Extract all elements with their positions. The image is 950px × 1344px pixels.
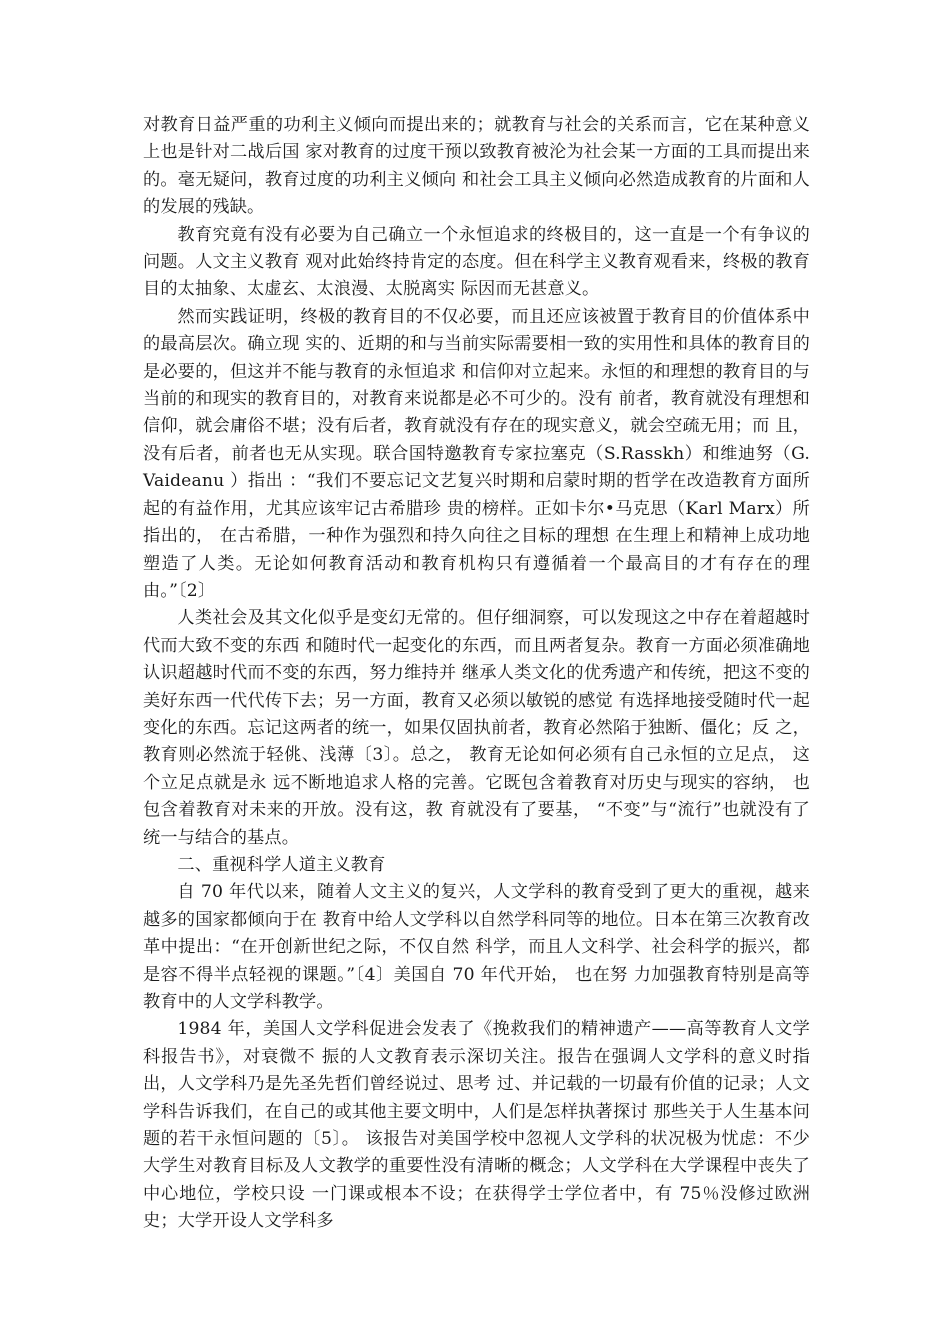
paragraph-2: 教育究竟有没有必要为自己确立一个永恒追求的终极目的，这一直是一个有争议的问题。人文主义教育 观对此始终持肯定的态度。但在科学主义教育观看来，终极的教育目的太抽象、太虚玄、太浪漫、太脱离实 际因而无甚意义。 xyxy=(143,224,810,300)
paragraph-3: 然而实践证明，终极的教育目的不仅必要，而且还应该被置于教育目的价值体系中的最高层次。确立现 实的、近期的和与当前实际需要相一致的实用性和具体的教育目的是必要的，但这并不能与教育的永恒追求 和信仰对立起来。永恒的和理想的教育目的与当前的和现实的教育目的，对教育来说都是必不可少的。没有 前者，教育就没有理想和信仰，就会庸俗不堪；没有后者，教育就没有存在的现实意义，就会空疏无用；而 且，没有后者，前者也无从实现。联合国特邀教育专家拉塞克（S.Rasskh）和维迪努（G. Vaideanu ）指出 ：“我们不要忘记文艺复兴时期和启蒙时期的哲学在改造教育方面所起的有益作用，尤其应该牢记古希腊珍 贵的榜样。正如卡尔•马克思（Karl Marx）所指出的， 在古希腊，一种作为强烈和持久向往之目标的理想 在生理上和精神上成功地塑造了人类。无论如何教育活动和教育机构只有遵循着一个最高目的才有存在的理由。”〔2〕 xyxy=(143,306,810,601)
document-page xyxy=(143,112,810,1236)
paragraph-6: 1984 年，美国人文学科促进会发表了《挽救我们的精神遗产——高等教育人文学科报告书》，对衰微不 振的人文教育表示深切关注。报告在强调人文学科的意义时指出，人文学科乃是先圣先哲们曾经说过、思考 过、并记载的一切最有价值的记录；人文学科告诉我们，在自己的或其他主要文明中，人们是怎样执著探讨 那些关于人生基本问题的若干永恒问题的〔5〕。 该报告对美国学校中忽视人文学科的状况极为忧虑：不少 大学生对教育目标及人文教学的重要性没有清晰的概念；人文学科在大学课程中丧失了中心地位，学校只设 一门课或根本不设；在获得学士学位者中，有 75％没修过欧洲史；大学开设人文学科多 xyxy=(143,1019,810,1232)
section-heading: 二、重视科学人道主义教育 xyxy=(177,854,386,875)
paragraph-4: 人类社会及其文化似乎是变幻无常的。但仔细洞察，可以发现这之中存在着超越时代而大致不变的东西 和随时代一起变化的东西，而且两者复杂。教育一方面必须准确地认识超越时代而不变的东西，努力维持并 继承人类文化的优秀遗产和传统，把这不变的美好东西一代代传下去；另一方面，教育又必须以敏锐的感觉 有选择地接受随时代一起变化的东西。忘记这两者的统一，如果仅固执前者，教育必然陷于独断、僵化；反 之，教育则必然流于轻佻、浅薄〔3〕。总之， 教育无论如何必须有自己永恒的立足点， 这个立足点就是永 远不断地追求人格的完善。它既包含着教育对历史与现实的容纳， 也包含着教育对未来的开放。没有这，教 育就没有了要基， “不变”与“流行”也就没有了统一与结合的基点。 xyxy=(143,608,810,848)
paragraph-1: 对教育日益严重的功利主义倾向而提出来的；就教育与社会的关系而言，它在某种意义上也是针对二战后国 家对教育的过度干预以致教育被沦为社会某一方面的工具而提出来的。毫无疑问，教育过度的功利主义倾向 和社会工具主义倾向必然造成教育的片面和人的发展的残缺。 xyxy=(143,115,810,218)
paragraph-5: 自 70 年代以来，随着人文主义的复兴，人文学科的教育受到了更大的重视，越来越多的国家都倾向于在 教育中给人文学科以自然学科同等的地位。日本在第三次教育改革中提出：“在开创新世纪之际，不仅自然 科学，而且人文科学、社会科学的振兴，都是容不得半点轻视的课题。”〔4〕美国自 70 年代开始， 也在努 力加强教育特别是高等教育中的人文学科教学。 xyxy=(143,882,810,1012)
